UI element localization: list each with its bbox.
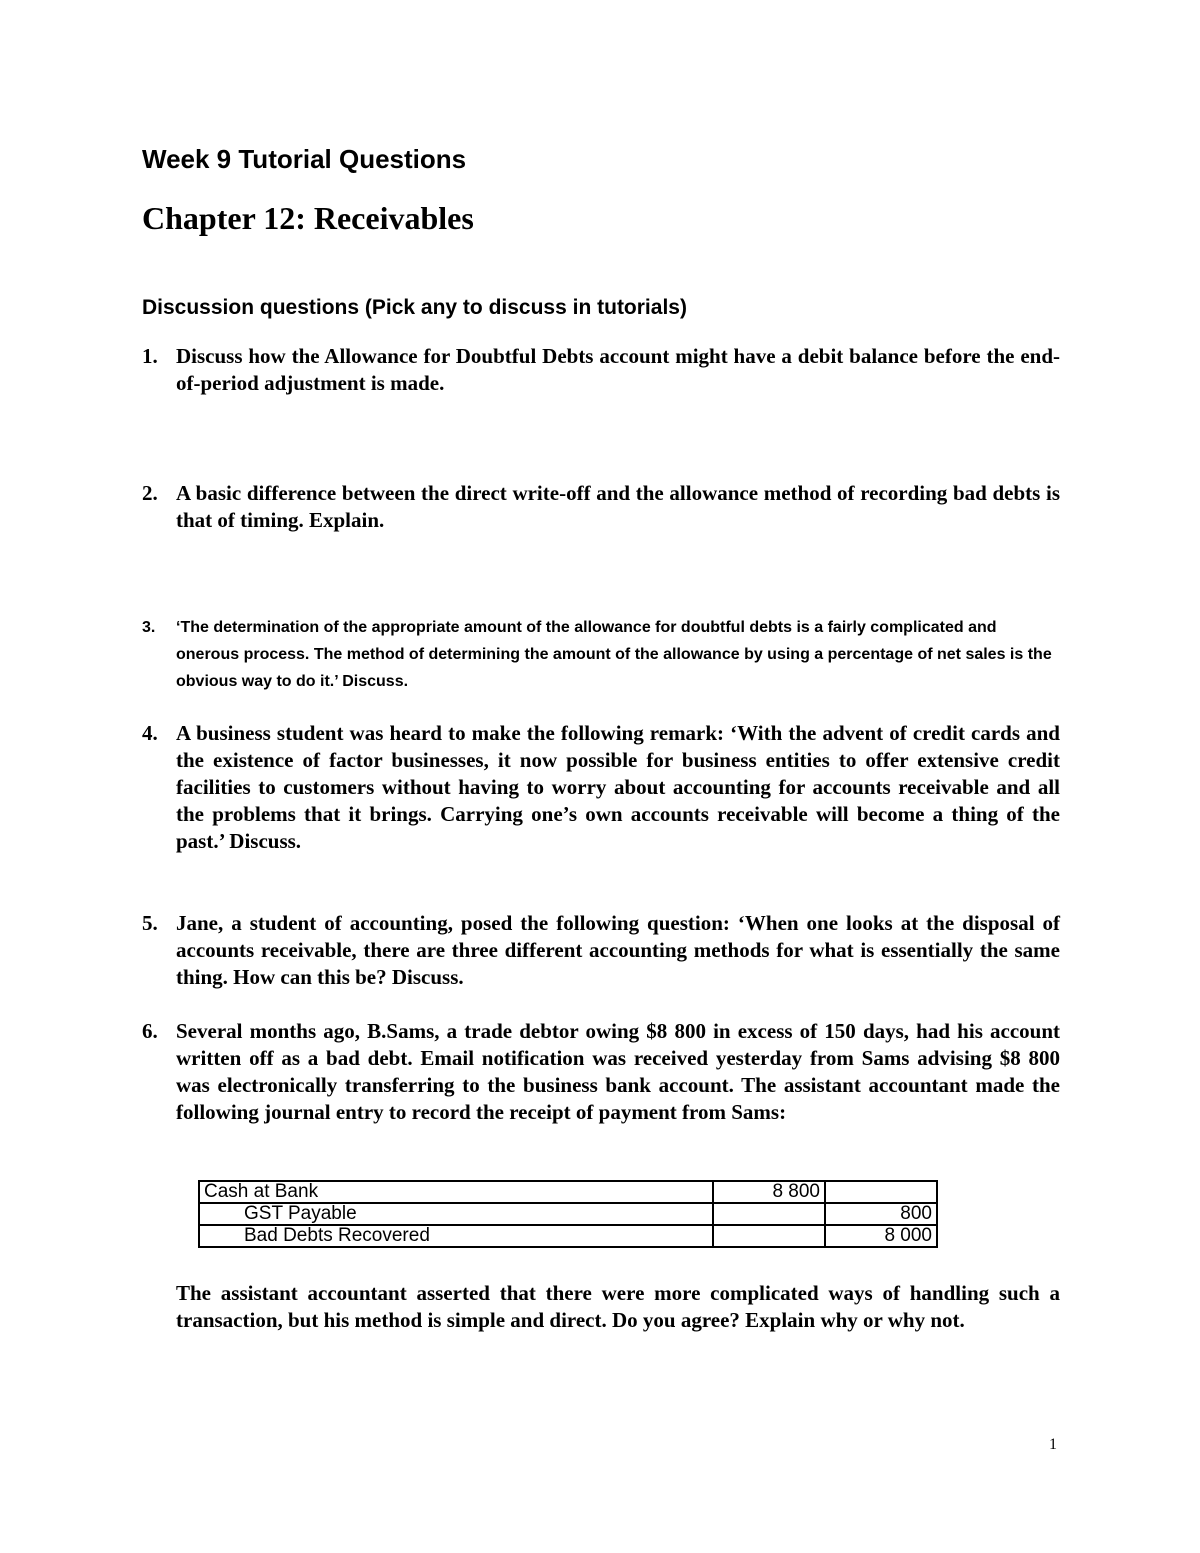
journal-credit: 800: [825, 1203, 937, 1225]
page-number: 1: [1049, 1436, 1057, 1453]
question-text: A basic difference between the direct write-off and the allowance method of recording bad debts is that of timing. Explain.: [176, 481, 1060, 532]
journal-row: [199, 1181, 937, 1203]
section-heading: Discussion questions (Pick any to discuss in tutorials): [142, 296, 687, 319]
question-number: 3.: [142, 619, 156, 636]
question-6: [142, 1018, 1060, 1126]
question-number: 5.: [142, 911, 158, 935]
journal-debit: 8 800: [713, 1181, 825, 1203]
question-number: 4.: [142, 721, 158, 745]
question-text: Jane, a student of accounting, posed the following question: ‘When one looks at the disposal of accounts receivable, there are three different accounting methods for what is essentially the same thing. How can this be? Discuss.: [176, 911, 1060, 989]
journal-row: [199, 1203, 937, 1225]
question-number: 1.: [142, 344, 158, 368]
question-text: Discuss how the Allowance for Doubtful Debts account might have a debit balance before the end-of-period adjustment is made.: [176, 344, 1060, 395]
journal-entry-table: [198, 1180, 938, 1248]
journal-credit: [825, 1181, 937, 1203]
question-2: [142, 480, 1060, 534]
journal-account: Cash at Bank: [199, 1181, 713, 1203]
journal-credit: 8 000: [825, 1225, 937, 1247]
question-text: ‘The determination of the appropriate amount of the allowance for doubtful debts is a fairly complicated and onerous process. The method of determining the amount of the allowance by using a percentage of net sales is the obvious way to do it.’ Discuss.: [176, 619, 1052, 690]
question-text: Several months ago, B.Sams, a trade debtor owing $8 800 in excess of 150 days, had his account written off as a bad debt. Email notification was received yesterday from Sams advising $8 800 was electronically transferring to the business bank account. The assistant accountant made the following journal entry to record the receipt of payment from Sams:: [176, 1019, 1060, 1124]
chapter-title: Chapter 12: Receivables: [142, 200, 474, 236]
week-title: Week 9 Tutorial Questions: [142, 144, 467, 174]
followup-question: The assistant accountant asserted that there were more complicated ways of handling such a transaction, but his method is simple and direct. Do you agree? Explain why or why not.: [176, 1281, 1060, 1332]
journal-debit: [713, 1203, 825, 1225]
question-number: 2.: [142, 481, 158, 505]
question-text: A business student was heard to make the following remark: ‘With the advent of credit cards and the existence of factor businesses, it now possible for business entities to offer extensive credit facilities to customers without having to worry about accounting for accounts receivable and all the problems that it brings. Carrying one’s own accounts receivable will become a thing of the past.’ Discuss.: [176, 721, 1060, 853]
question-4: [142, 720, 1060, 855]
journal-account: GST Payable: [199, 1203, 713, 1225]
question-3: [142, 614, 1060, 695]
question-number: 6.: [142, 1019, 158, 1043]
question-5: [142, 910, 1060, 991]
question-1: [142, 343, 1060, 397]
journal-account: Bad Debts Recovered: [199, 1225, 713, 1247]
journal-debit: [713, 1225, 825, 1247]
journal-row: [199, 1225, 937, 1247]
